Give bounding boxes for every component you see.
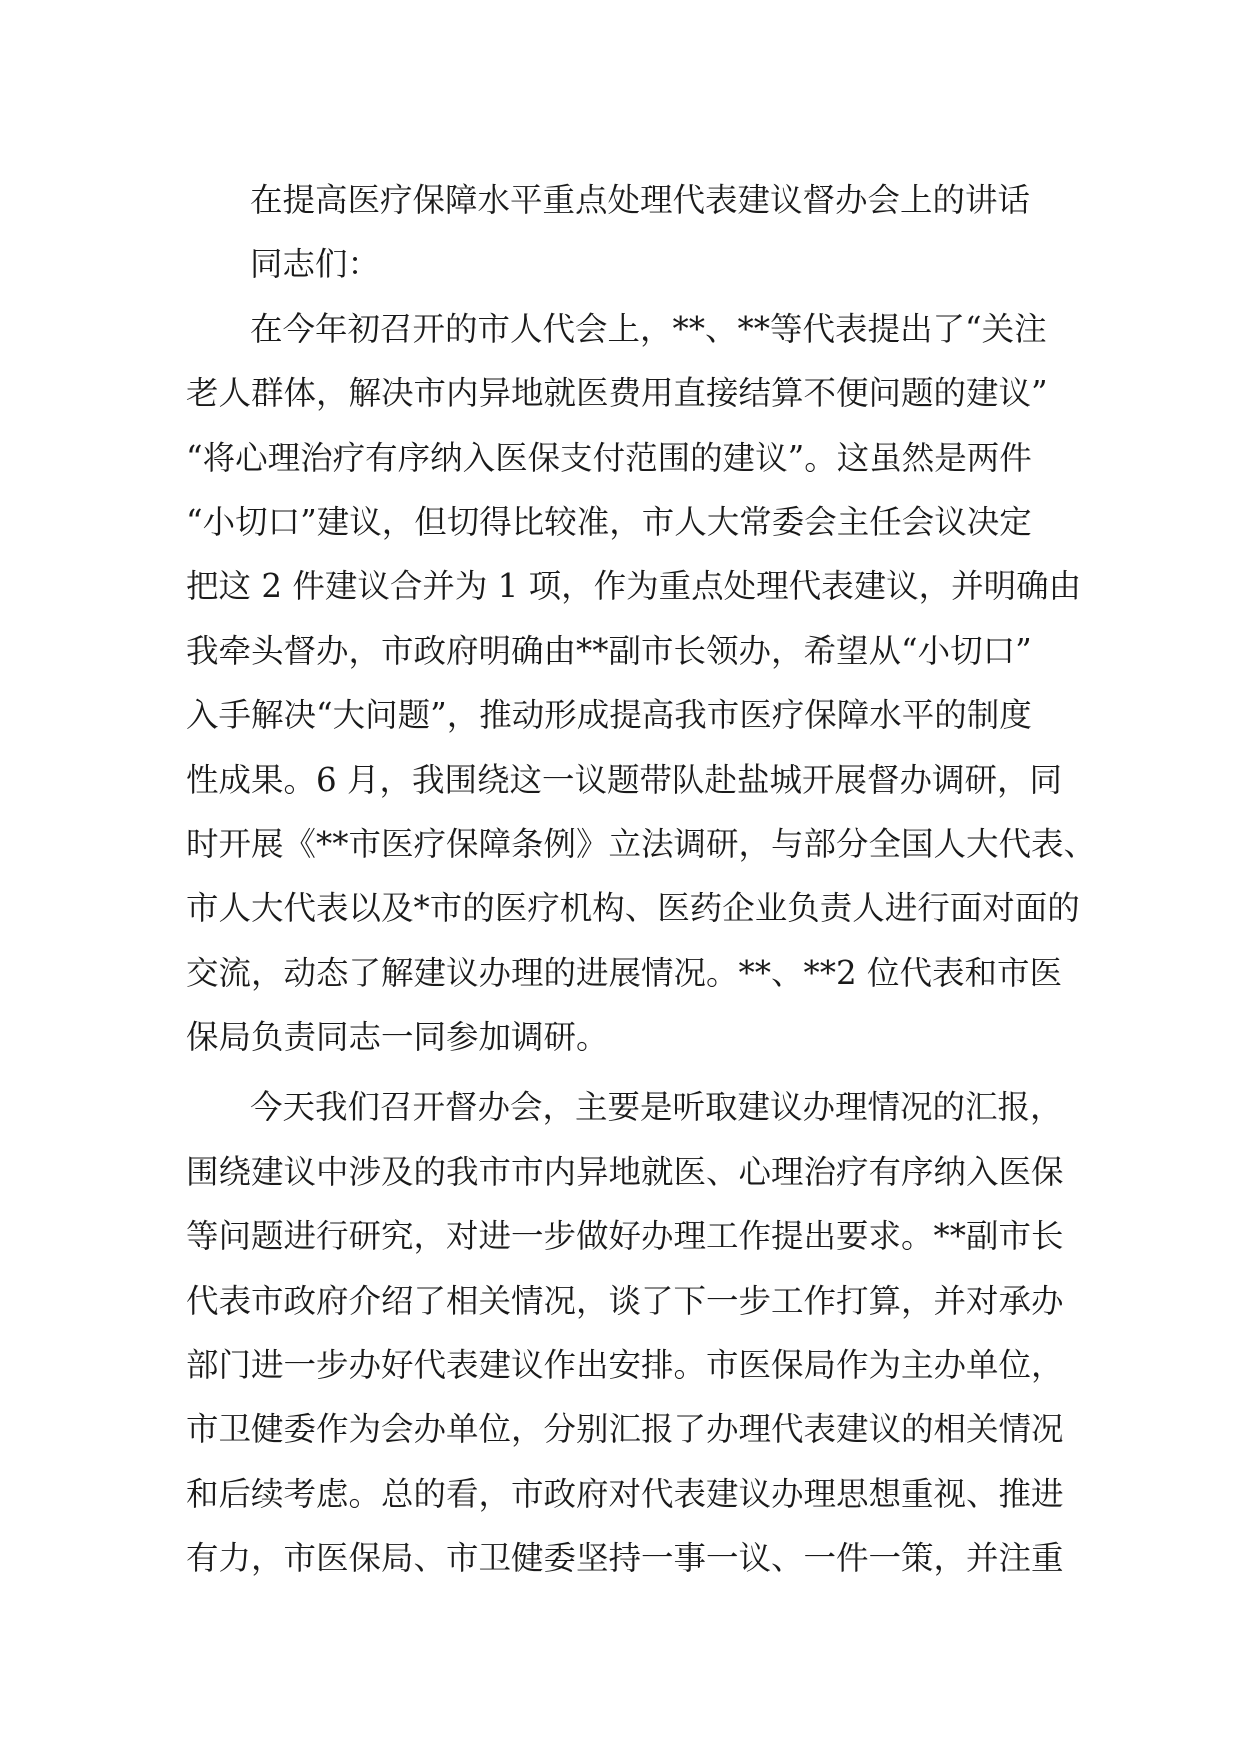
paragraph-line: 时开展《**市医疗保障条例》立法调研，与部分全国人大代表、 [186, 824, 1097, 863]
paragraph-line: 有力，市医保局、市卫健委坚持一事一议、一件一策，并注重 [186, 1539, 1064, 1578]
paragraph-line: “将心理治疗有序纳入医保支付范围的建议”。这虽然是两件 [186, 438, 1032, 477]
paragraph-line: 市卫健委作为会办单位，分别汇报了办理代表建议的相关情况 [186, 1410, 1064, 1449]
paragraph-line: 等问题进行研究，对进一步做好办理工作提出要求。**副市长 [186, 1217, 1064, 1256]
paragraph-line: 今天我们召开督办会，主要是听取建议办理情况的汇报， [250, 1088, 1063, 1127]
paragraph-line: 代表市政府介绍了相关情况，谈了下一步工作打算，并对承办 [186, 1281, 1064, 1320]
paragraph-line: 部门进一步办好代表建议作出安排。市医保局作为主办单位， [186, 1346, 1064, 1385]
salutation: 同志们： [250, 245, 381, 284]
paragraph-line: 我牵头督办，市政府明确由**副市长领办，希望从“小切口” [186, 631, 1032, 670]
paragraph-line: 在今年初召开的市人代会上，**、**等代表提出了“关注 [250, 309, 1047, 348]
paragraph-line: 围绕建议中涉及的我市市内异地就医、心理治疗有序纳入医保 [186, 1152, 1064, 1191]
paragraph-line: 市人大代表以及*市的医疗机构、医药企业负责人进行面对面的 [186, 889, 1080, 928]
paragraph-line: 交流，动态了解建议办理的进展情况。**、**2 位代表和市医 [186, 953, 1063, 992]
document-title: 在提高医疗保障水平重点处理代表建议督办会上的讲话 [250, 181, 1031, 219]
paragraph-line: 性成果。6 月，我围绕这一议题带队赴盐城开展督办调研，同 [186, 760, 1063, 799]
paragraph-line: 把这 2 件建议合并为 1 项，作为重点处理代表建议，并明确由 [186, 567, 1082, 606]
paragraph-line: “小切口”建议，但切得比较准，市人大常委会主任会议决定 [186, 502, 1032, 541]
paragraph-line: 入手解决“大问题”，推动形成提高我市医疗保障水平的制度 [186, 696, 1032, 735]
paragraph-2 [186, 1075, 1064, 1590]
paragraph-line: 和后续考虑。总的看，市政府对代表建议办理思想重视、推进 [186, 1474, 1064, 1513]
paragraph-line: 老人群体，解决市内异地就医费用直接结算不便问题的建议” [186, 374, 1048, 413]
paragraph-line: 保局负责同志一同参加调研。 [186, 1018, 609, 1057]
document-body [186, 168, 1097, 1591]
paragraph-1 [186, 297, 1097, 1070]
